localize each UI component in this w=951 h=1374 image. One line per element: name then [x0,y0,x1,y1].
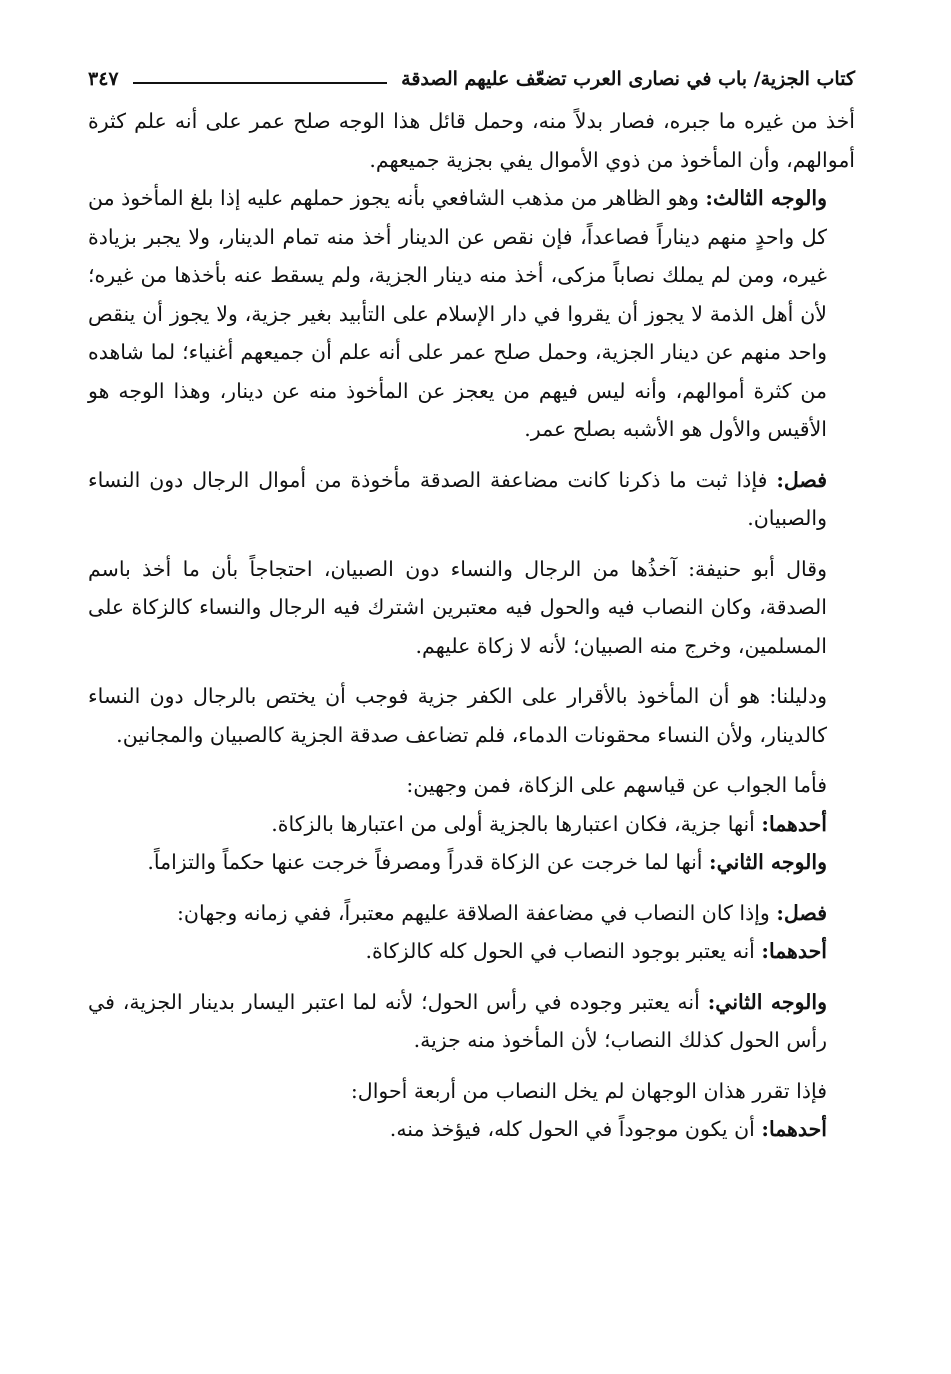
header-title: كتاب الجزية/ باب في نصارى العرب تضعّف عليهم الصدقة [401,68,855,90]
paragraph-text: ودليلنا: هو أن المأخوذ بالأقرار على الكفر جزية فوجب أن يختص بالرجال دون النساء كالدينار، ولأن النساء محقونات الدماء، فلم تضاعف صدقة الجزية كالصبيان والمجانين. [88,684,827,747]
paragraph-lead: أحدهما: [761,811,827,836]
paragraph-lead: أحدهما: [761,1117,827,1141]
paragraph [88,894,855,933]
paragraph [88,102,855,179]
paragraph-text: وإذا كان النصاب في مضاعفة الصلاقة عليهم معتبراً، ففي زمانه وجهان: [177,900,777,925]
paragraph [88,677,855,754]
paragraph-lead: والوجه الثالث: [705,186,827,210]
paragraph-text: أن يكون موجوداً في الحول كله، فيؤخذ منه. [389,1117,762,1141]
paragraph-text: أنه يعتبر وجوده في رأس الحول؛ لأنه لما اعتبر اليسار بدينار الجزية، في رأس الحول كذلك النصاب؛ لأن المأخوذ منه جزية. [88,989,827,1052]
paragraph-text: أنه يعتبر بوجود النصاب في الحول كله كالزكاة. [365,939,762,963]
header-rule [133,82,388,84]
running-header [88,62,855,96]
paragraph [88,461,855,538]
paragraph-text: أنها لما خرجت عن الزكاة قدراً ومصرفاً خرجت عنها حكماً والتزاماً. [147,850,710,874]
paragraph [88,932,855,971]
paragraph [88,766,855,805]
paragraph [88,179,855,449]
paragraph-text: وقال أبو حنيفة: آخذُها من الرجال والنساء دون الصبيان، احتجاجاً بأن ما أخذ باسم الصدقة، وكان النصاب فيه والحول فيه معتبرين اشترك فيه الرجال والنساء كالزكاة على المسلمين، وخرج منه الصبيان؛ لأنه لا زكاة عليهم. [88,556,827,658]
paragraph-lead: أحدهما: [761,939,827,963]
page-number: ٣٤٧ [88,68,119,90]
paragraph-lead: والوجه الثاني: [707,989,827,1014]
paragraph-text: فإذا تقرر هذان الوجهان لم يخل النصاب من أربعة أحوال: [350,1078,827,1103]
paragraph [88,843,855,882]
paragraph [88,550,855,666]
paragraph-lead: فصل: [776,467,827,492]
paragraph-text: فإذا ثبت ما ذكرنا كانت مضاعفة الصدقة مأخوذة من أموال الرجال دون النساء والصبيان. [88,467,827,530]
paragraph [88,805,855,844]
paragraph-text: أخذ من غيره ما جبره، فصار بدلاً منه، وحمل قائل هذا الوجه صلح عمر على أنه علم كثرة أموالهم، وأن المأخوذ من ذوي الأموال يفي بجزية جميعهم. [88,109,855,172]
paragraph-text: أنها جزية، فكان اعتبارها بالجزية أولى من اعتبارها بالزكاة. [271,811,762,836]
paragraph [88,1072,855,1111]
body-text [88,102,855,1149]
paragraph [88,1110,855,1149]
paragraph-text: فأما الجواب عن قياسهم على الزكاة، فمن وجهين: [406,773,827,797]
paragraph-lead: فصل: [776,900,827,925]
paragraph [88,983,855,1060]
paragraph-text: وهو الظاهر من مذهب الشافعي بأنه يجوز حملهم عليه إذا بلغ المأخوذ من كل واحدٍ منهم ديناراً فصاعداً، فإن نقص عن الدينار أخذ منه تمام الدينار، ولا يجبر بزيادة غيره، ومن لم يملك نصاباً مزكى، أخذ منه دينار الجزية، ولم يسقط عنه بأخذها من غيره؛ لأن أهل الذمة لا يجوز أن يقروا في دار الإسلام على التأبيد بغير جزية، ولا يجوز أن ينقص واحد منهم عن دينار الجزية، وحمل صلح عمر على أنه علم أن جميعهم أغنياء؛ لما شاهده من كثرة أموالهم، وأنه ليس فيهم من يعجز عن المأخوذ منه عن دينار، وهذا الوجه هو الأقيس والأول هو الأشبه بصلح عمر. [88,186,827,441]
paragraph-lead: والوجه الثاني: [709,850,827,874]
